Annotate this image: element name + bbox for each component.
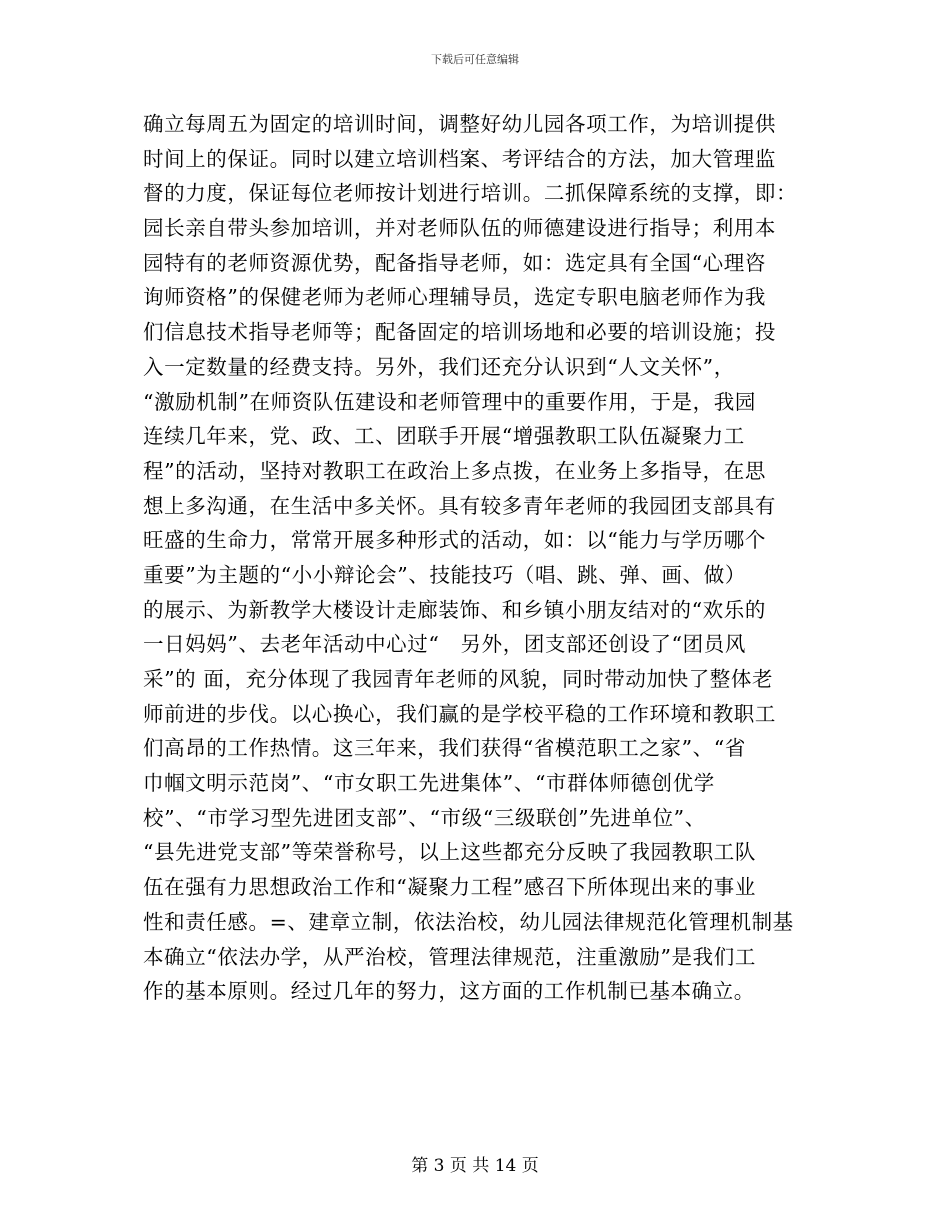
body-line: 采”的 面，充分体现了我园青年老师的风貌，同时带动加快了整体老 (143, 667, 774, 691)
body-line: 旺盛的生命力，常常开展多种形式的活动，如：以“能力与学历哪个 (143, 528, 766, 553)
body-line: 时间上的保证。同时以建立培训档案、考评结合的方法，加大管理监 (143, 146, 776, 171)
body-line: “激励机制”在师资队伍建设和老师管理中的重要作用，于是，我园 (143, 389, 756, 414)
body-line: 巾帼文明示范岗”、“市女职工先进集体”、“市群体师德创优学 (143, 771, 715, 796)
body-line: 校”、“市学习型先进团支部”、“市级“三级联创”先进单位”、 (143, 805, 706, 830)
body-line: 询师资格”的保健老师为老师心理辅导员，选定专职电脑老师作为我 (143, 285, 766, 310)
footer-middle: 页 共 (449, 1156, 490, 1176)
body-line: 性和责任感。=、建章立制，依法治校，幼儿园法律规范化管理机制基 (143, 909, 794, 934)
body-line: 重要”为主题的“小小辩论会”、技能技巧（唱、跳、弹、画、做） (143, 562, 746, 587)
footer-prefix: 第 (411, 1156, 429, 1176)
body-line: 督的力度，保证每位老师按计划进行培训。二抓保障系统的支撑，即： (143, 181, 798, 206)
body-line: 们高昂的工作热情。这三年来，我们获得“省模范职工之家”、“省 (143, 736, 746, 761)
body-line: 本确立“依法办学，从严治校，管理法律规范，注重激励”是我们工 (143, 944, 756, 969)
body-line: 入一定数量的经费支持。另外，我们还充分认识到“人文关怀”， (143, 354, 735, 379)
body-line: 伍在强有力思想政治工作和“凝聚力工程”感召下所体现出来的事业 (143, 875, 756, 900)
body-line: 一日妈妈”、去老年活动中心过“ 另外，团支部还创设了“团员风 (143, 632, 746, 657)
body-line: 确立每周五为固定的培训时间，调整好幼儿园各项工作，为培训提供 (143, 112, 776, 136)
body-line: 想上多沟通，在生活中多关怀。具有较多青年老师的我园团支部具有 (143, 493, 776, 518)
page-header: 下载后可任意编辑 (431, 53, 519, 66)
body-line: 连续几年来，党、政、工、团联手开展“增强教职工队伍凝聚力工 (143, 424, 745, 449)
footer-page-number: 3 (433, 1156, 445, 1176)
body-line: 程”的活动，坚持对教职工在政治上多点拨，在业务上多指导，在思 (143, 458, 766, 483)
body-line: 作的基本原则。经过几年的努力，这方面的工作机制已基本确立。 (143, 979, 755, 1004)
body-line: “县先进党支部”等荣誉称号，以上这些都充分反映了我园教职工队 (143, 840, 756, 865)
footer-suffix: 页 (521, 1156, 539, 1176)
body-line: 师前进的步伐。以心换心，我们赢的是学校平稳的工作环境和教职工 (143, 701, 776, 726)
footer-total-pages: 14 (494, 1156, 517, 1176)
body-line: 们信息技术指导老师等；配备固定的培训场地和必要的培训设施；投 (143, 320, 776, 345)
body-line: 园特有的老师资源优势，配备指导老师，如：选定具有全国“心理咨 (143, 250, 766, 275)
body-line: 园长亲自带头参加培训，并对老师队伍的师德建设进行指导；利用本 (143, 216, 776, 241)
page-footer (0, 1155, 950, 1177)
body-line: 的展示、为新教学大楼设计走廊装饰、和乡镇小朋友结对的“欢乐的 (143, 597, 766, 622)
document-body (143, 107, 813, 1009)
